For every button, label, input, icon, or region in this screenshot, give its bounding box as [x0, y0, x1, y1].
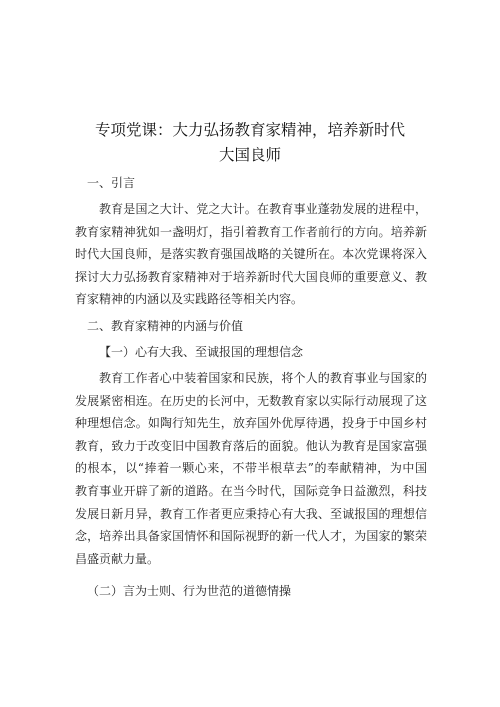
paragraph-line: 教育事业开辟了新的道路。在当今时代，国际竞争日益激烈，科技	[75, 483, 427, 498]
paragraph-line: 教育工作者心中装着国家和民族，将个人的教育事业与国家的	[99, 371, 427, 385]
document-title-line-1: 专项党课：大力弘扬教育家精神，培养新时代	[94, 121, 405, 139]
paragraph-line: 教育是国之大计、党之大计。在教育事业蓬勃发展的进程中，	[99, 202, 427, 216]
intro-paragraph	[75, 198, 427, 311]
paragraph-line: 念，培养出具备家国情怀和国际视野的新一代人才，为国家的繁荣	[75, 529, 427, 544]
paragraph-line: 探讨大力弘扬教育家精神对于培养新时代大国良师的重要意义、教	[75, 269, 427, 284]
paragraph-line: 种理想信念。如陶行知先生，放弃国外优厚待遇，投身于中国乡村	[75, 416, 427, 431]
paragraph-line: 发展日新月异，教育工作者更应秉持心有大我、至诚报国的理想信	[75, 506, 427, 521]
paragraph-line: 昌盛贡献力量。	[75, 551, 160, 566]
paragraph-line: 时代大国良师，是落实教育强国战略的关键所在。本次党课将深入	[75, 247, 427, 262]
paragraph-line: 教育家精神犹如一盏明灯，指引着教育工作者前行的方向。培养新	[75, 224, 427, 239]
paragraph-line: 育家精神的内涵以及实践路径等相关内容。	[75, 292, 304, 307]
intro-heading: 一、引言	[87, 176, 136, 190]
subsection-1-paragraph	[75, 367, 427, 570]
section-2-heading: 二、教育家精神的内涵与价值	[87, 319, 244, 333]
paragraph-line: 的根本，以“捧着一颗心来，不带半根草去”的奉献精神，为中国	[75, 461, 427, 476]
document-title-line-2: 大国良师	[218, 146, 281, 164]
paragraph-line: 发展紧密相连。在历史的长河中，无数教育家以实际行动展现了这	[75, 393, 427, 408]
paragraph-line: 教育，致力于改变旧中国教育落后的面貌。他认为教育是国家富强	[75, 438, 427, 453]
subsection-2-heading: （二）言为士则、行为世范的道德情操	[87, 584, 292, 598]
subsection-1-heading: 【一）心有大我、至诚报国的理想信念	[99, 345, 304, 359]
